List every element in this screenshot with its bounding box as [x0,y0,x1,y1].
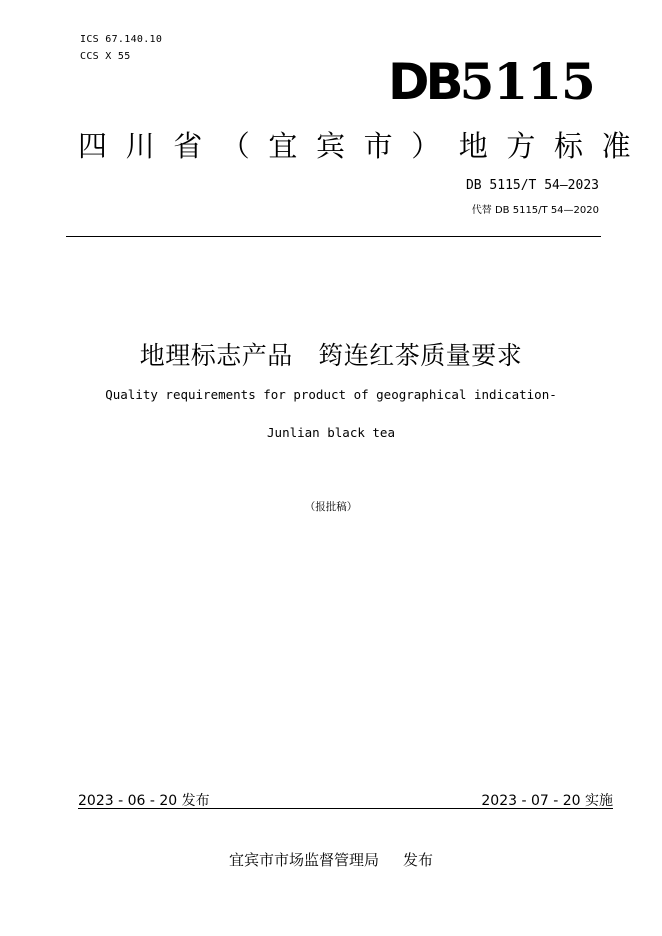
logo-number-text: 5115 [459,52,595,111]
standard-number: DB 5115/T 54—2023 [465,178,599,193]
issuer-name: 宜宾市市场监督管理局 [228,851,379,869]
replaces-standard: 代替 DB 5115/T 54—2020 [471,205,599,216]
issuer-action: 发布 [403,851,434,869]
title-english-line-2: Junlian black tea [267,425,395,440]
title-english-line-1: Quality requirements for product of geographical indication- [105,387,557,402]
ccs-code: CCS X 55 [80,51,131,62]
footer-divider [78,808,613,809]
logo-db-text: DB [388,53,460,111]
standard-type-heading: 四川省（宜宾市）地方标准 [78,129,650,163]
implementation-date: 2023 - 07 - 20 实施 [481,793,613,809]
db-logo [388,52,600,111]
issue-date: 2023 - 06 - 20 发布 [78,793,210,809]
title-chinese: 地理标志产品 筠连红茶质量要求 [139,341,523,370]
ics-code: ICS 67.140.10 [80,34,163,45]
issuer-line [0,850,662,870]
draft-status: （报批稿） [304,501,358,513]
header-divider [66,236,601,237]
